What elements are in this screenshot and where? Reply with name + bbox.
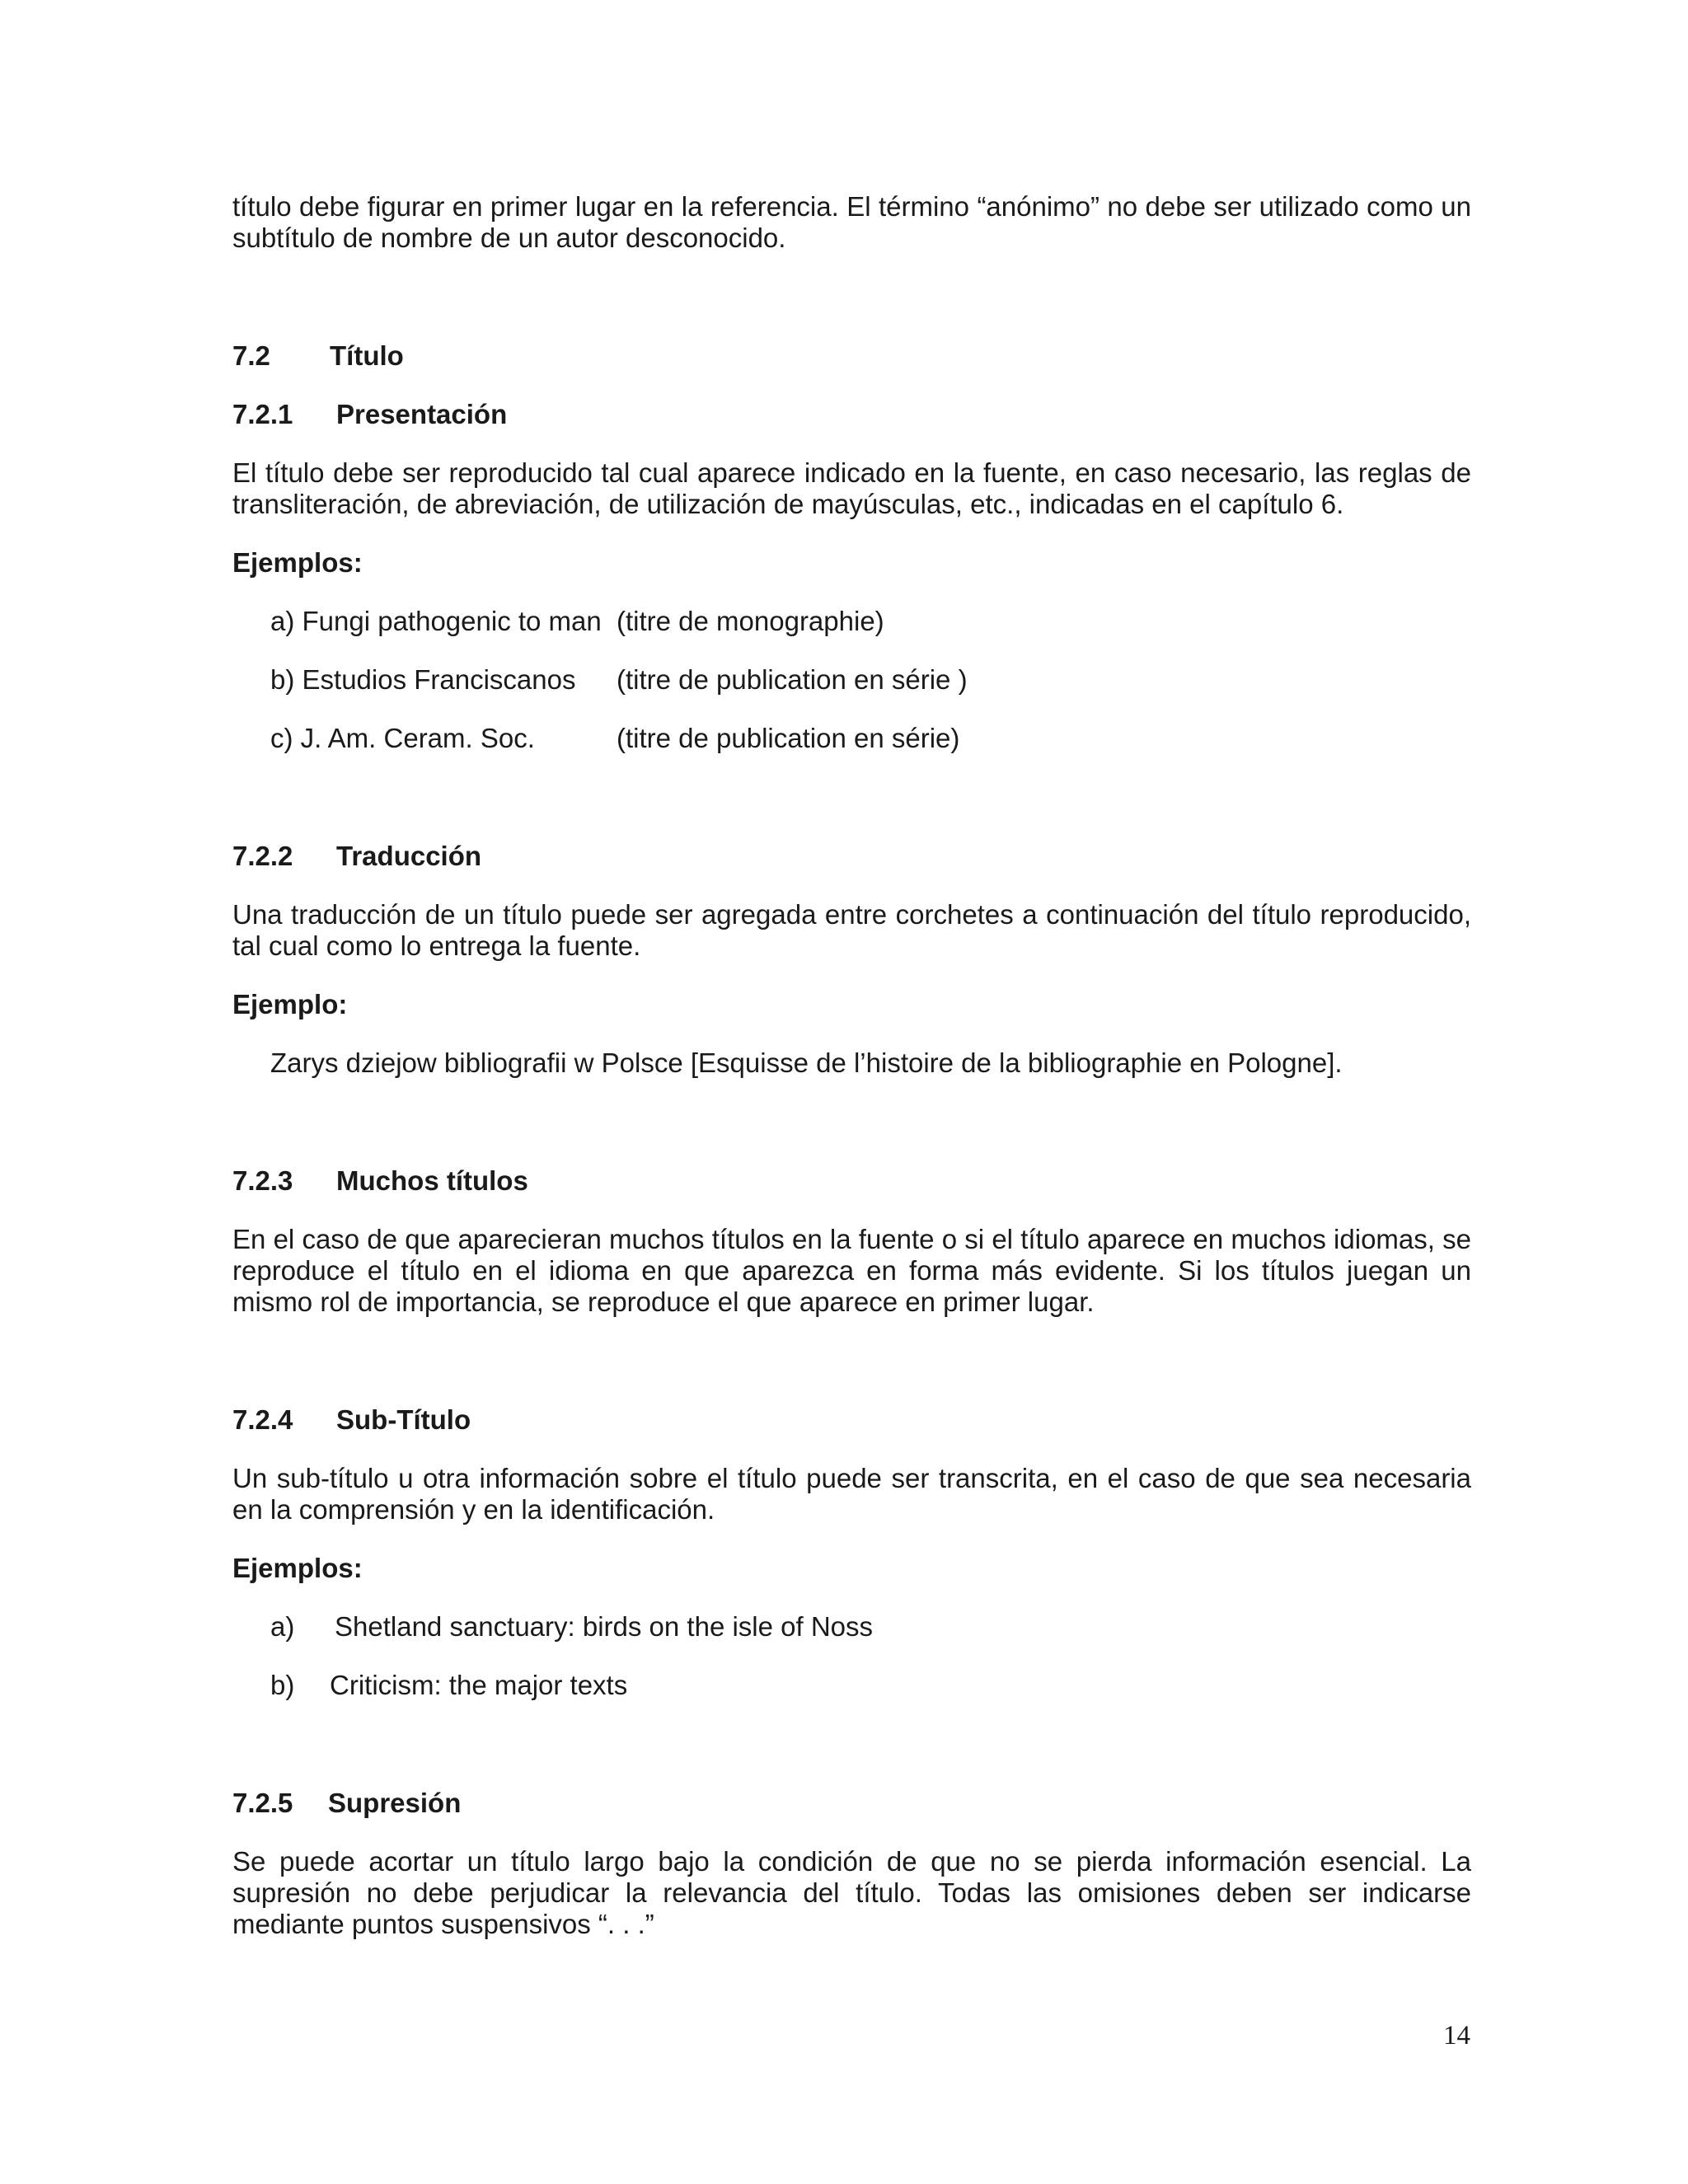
- example-note: (titre de publication en série): [617, 723, 960, 753]
- section-number: 7.2.3: [232, 1165, 293, 1196]
- section-7-2-5-body: Se puede acortar un título largo bajo la condición de que no se pierda información esencial. La supresión no debe perjudicar la relevancia del título. Todas las omisiones deben ser indicarse mediante puntos suspensivos “. . .”: [232, 1846, 1471, 1939]
- section-7-2-5-heading: [232, 1788, 1471, 1819]
- translation-example: Zarys dziejow bibliografii w Polsce [Esquisse de l’histoire de la bibliographie en Pologne].: [270, 1047, 1343, 1078]
- example-row: [232, 664, 1471, 696]
- example-row: [232, 606, 1471, 637]
- section-title: Muchos títulos: [336, 1165, 528, 1196]
- section-number: 7.2.2: [232, 841, 293, 871]
- list-item-text: Criticism: the major texts: [330, 1670, 628, 1700]
- section-number: 7.2.1: [232, 399, 293, 429]
- example-note: (titre de publication en série ): [617, 664, 968, 695]
- list-item-letter: a): [270, 1611, 295, 1642]
- examples-label: Ejemplos:: [232, 1553, 363, 1583]
- example-row: [232, 723, 1471, 754]
- section-title: Sub-Título: [336, 1404, 471, 1435]
- intro-paragraph: título debe figurar en primer lugar en la referencia. El término “anónimo” no debe ser utilizado como un subtítulo de nombre de un autor desconocido.: [232, 191, 1471, 253]
- section-title: Traducción: [336, 841, 482, 871]
- section-number: 7.2.5: [232, 1788, 293, 1818]
- example-title: a) Fungi pathogenic to man: [270, 606, 602, 636]
- examples-label: Ejemplos:: [232, 547, 363, 578]
- section-number: 7.2: [232, 340, 270, 371]
- section-title: Supresión: [328, 1788, 462, 1818]
- section-7-2-3-heading: [232, 1165, 1471, 1197]
- page-content: [232, 191, 1471, 1940]
- example-label: Ejemplo:: [232, 989, 348, 1019]
- example-note: (titre de monographie): [617, 606, 884, 636]
- example-title: b) Estudios Franciscanos: [270, 664, 576, 695]
- section-7-2-3-body: En el caso de que aparecieran muchos títulos en la fuente o si el título aparece en muchos idiomas, se reproduce el título en el idioma en que aparezca en forma más evidente. Si los títulos juegan un mismo rol de importancia, se reproduce el que aparece en primer lugar.: [232, 1224, 1471, 1317]
- page-number: 14: [1443, 2021, 1470, 2050]
- section-number: 7.2.4: [232, 1404, 293, 1435]
- section-7-2-1-heading: [232, 399, 1471, 430]
- section-7-2-4-body: Un sub-título u otra información sobre el título puede ser transcrita, en el caso de que sea necesaria en la comprensión y en la identificación.: [232, 1463, 1471, 1525]
- list-item-text: Shetland sanctuary: birds on the isle of Noss: [335, 1611, 874, 1642]
- list-item: [232, 1611, 1471, 1643]
- section-7-2-4-heading: [232, 1404, 1471, 1436]
- section-7-2-2-body: Una traducción de un título puede ser agregada entre corchetes a continuación del título reproducido, tal cual como lo entrega la fuente.: [232, 899, 1471, 961]
- section-7-2-heading: [232, 340, 1471, 372]
- section-title: Presentación: [336, 399, 508, 429]
- list-item: [232, 1670, 1471, 1701]
- section-7-2-2-heading: [232, 841, 1471, 872]
- section-title: Título: [330, 340, 404, 371]
- list-item-letter: b): [270, 1670, 295, 1700]
- example-title: c) J. Am. Ceram. Soc.: [270, 723, 535, 753]
- section-7-2-1-body: El título debe ser reproducido tal cual aparece indicado en la fuente, en caso necesario, las reglas de transliteración, de abreviación, de utilización de mayúsculas, etc., indicadas en el capítulo 6.: [232, 457, 1471, 519]
